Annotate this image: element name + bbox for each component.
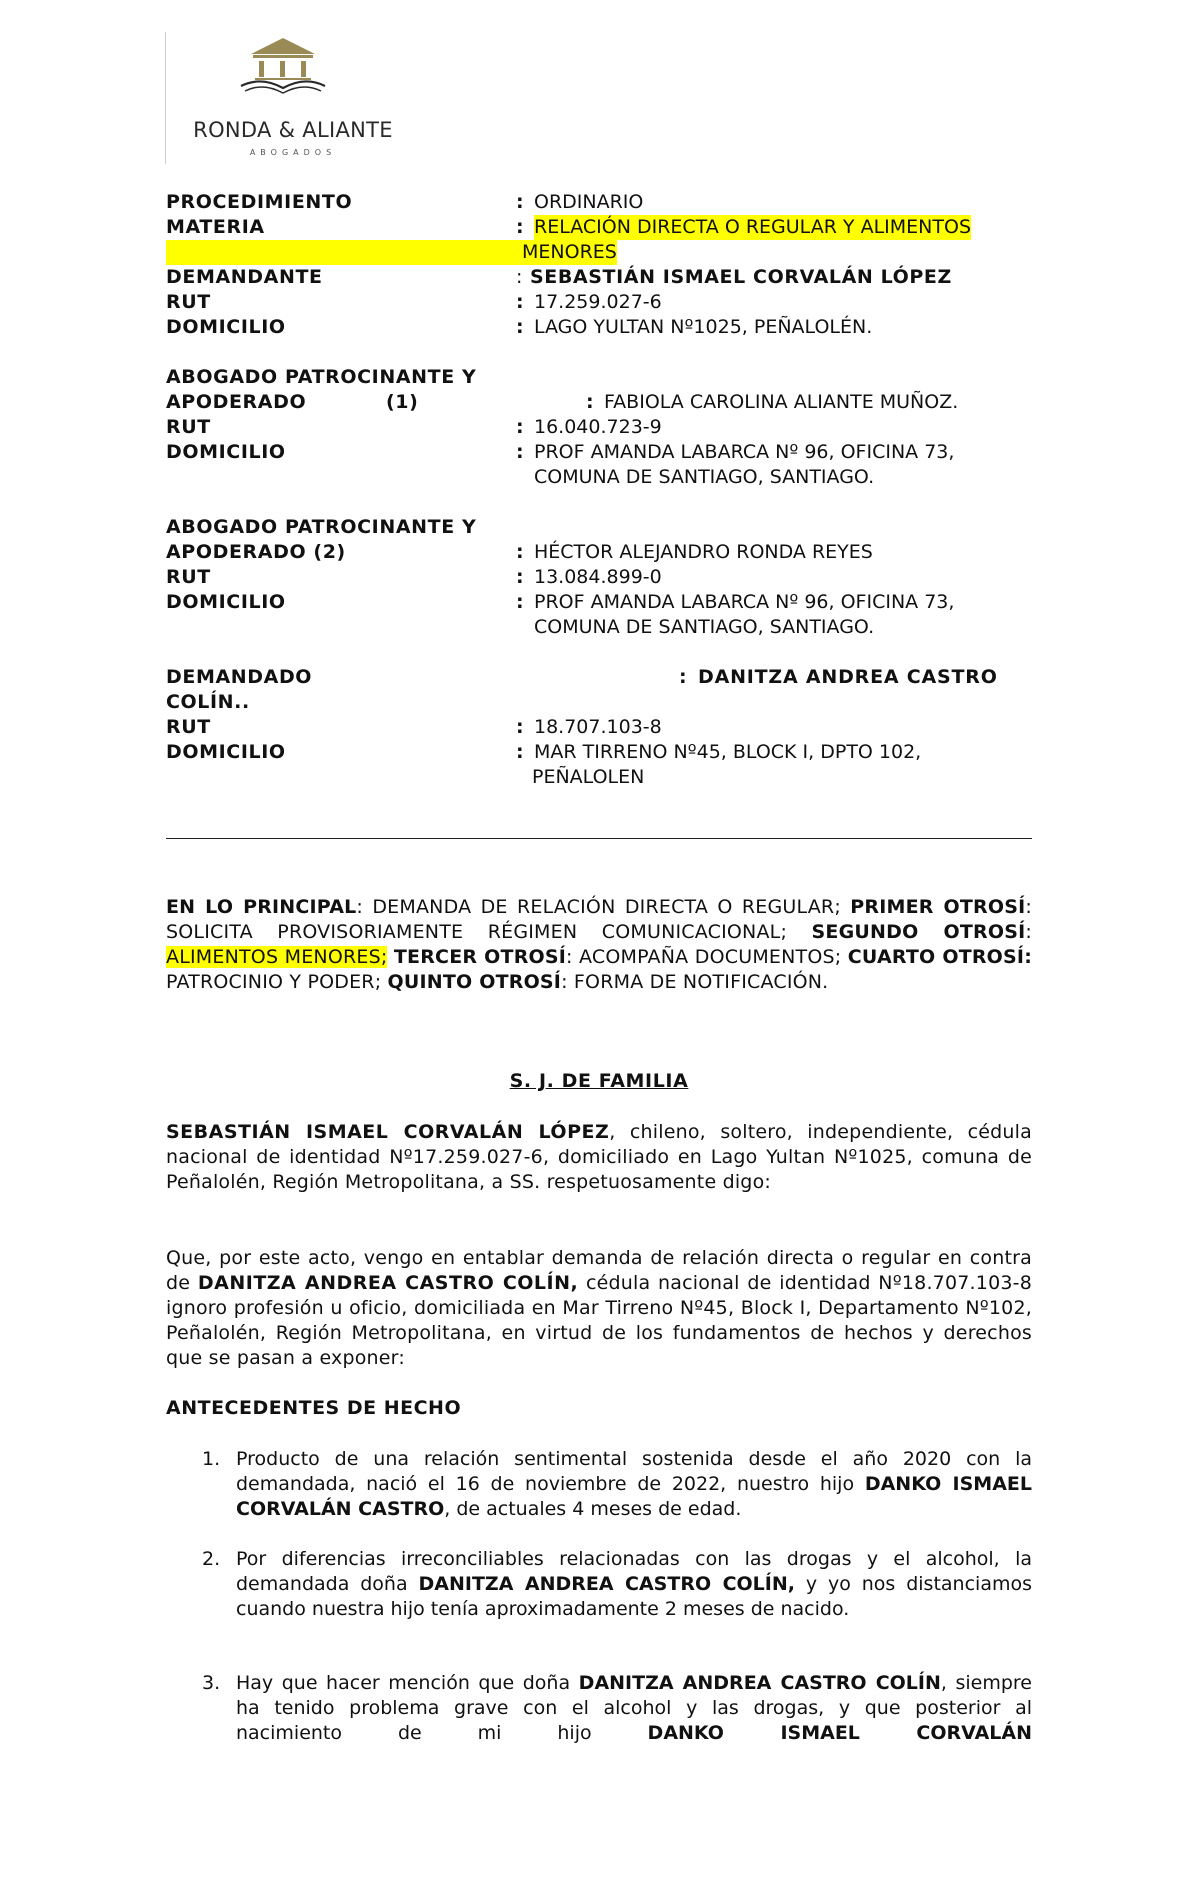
intro-paragraph xyxy=(166,1120,1032,1195)
row-demandante-domicilio xyxy=(166,315,1032,340)
summary-principal-text: : DEMANDA DE RELACIÓN DIRECTA O REGULAR; xyxy=(356,896,851,918)
separator: : xyxy=(516,566,524,588)
value-domicilio-line2: COMUNA DE SANTIAGO, SANTIAGO. xyxy=(534,616,875,638)
separator: : xyxy=(516,316,524,338)
section-title: ANTECEDENTES DE HECHO xyxy=(166,1397,462,1419)
value-procedimiento: ORDINARIO xyxy=(534,191,644,213)
demand-text1: Que, por este acto, vengo en entablar demanda de relación directa o regular en contra de xyxy=(166,1247,1032,1294)
separator: : xyxy=(516,291,524,313)
separator: : xyxy=(516,591,524,613)
value-domicilio-line1: PROF AMANDA LABARCA Nº 96, OFICINA 73, xyxy=(534,441,955,463)
separator: : xyxy=(679,666,687,688)
label-abogado2-line2: APODERADO (2) xyxy=(166,541,346,563)
separator: : xyxy=(516,416,524,438)
row-demandado-domicilio xyxy=(166,740,1032,765)
row-abogado1-domicilio xyxy=(166,440,1032,465)
summary-tercer-text: : ACOMPAÑA DOCUMENTOS; xyxy=(566,946,848,968)
row-demandado-rut xyxy=(166,715,1032,740)
label-domicilio: DOMICILIO xyxy=(166,316,286,338)
demand-paragraph xyxy=(166,1246,1032,1371)
label-rut: RUT xyxy=(166,416,211,438)
value-rut: 17.259.027-6 xyxy=(534,291,662,313)
value-materia-line2: MENORES xyxy=(522,241,617,263)
row-demandado-domicilio-cont xyxy=(166,765,1032,790)
label-abogado1-line2: APODERADO xyxy=(166,391,307,413)
row-abogado2-rut xyxy=(166,565,1032,590)
label-rut: RUT xyxy=(166,566,211,588)
summary-segundo-text: ALIMENTOS MENORES; xyxy=(166,946,388,968)
value-demandante: SEBASTIÁN ISMAEL CORVALÁN LÓPEZ xyxy=(530,266,952,288)
separator: : xyxy=(516,716,524,738)
separator: : xyxy=(516,216,524,238)
row-demandado xyxy=(166,665,1032,690)
summary-segundo-sep: : xyxy=(1025,921,1032,943)
intro-text: , chileno, soltero, independiente, cédula nacional de identidad Nº17.259.027-6, domiciliado en Lago Yultan Nº1025, comuna de Peñalolén, Región Metropolitana, a SS. respetuosamente digo: xyxy=(166,1121,1032,1193)
label-demandante: DEMANDANTE xyxy=(166,266,323,288)
summary-segundo-label: SEGUNDO OTROSÍ xyxy=(811,921,1026,943)
value-rut: 16.040.723-9 xyxy=(534,416,662,438)
label-domicilio: DOMICILIO xyxy=(166,741,286,763)
fact-text: , siempre ha tenido problema grave con el alcohol y las drogas, y que posterior al nacimiento de mi hijo xyxy=(236,1672,1032,1744)
fact-text: y yo nos distanciamos cuando nuestra hijo tenía aproximadamente 2 meses de nacido. xyxy=(236,1573,1032,1620)
fact-bold: DANKO ISMAEL CORVALÁN xyxy=(647,1722,1032,1744)
list-item-text xyxy=(236,1547,1032,1622)
fact-bold: DANITZA ANDREA CASTRO COLÍN xyxy=(578,1672,941,1694)
value-abogado2: HÉCTOR ALEJANDRO RONDA REYES xyxy=(534,541,873,563)
row-abogado1 xyxy=(166,390,1032,415)
row-abogado1-rut xyxy=(166,415,1032,440)
row-demandado-cont xyxy=(166,690,1032,715)
label-abogado1-line1: ABOGADO PATROCINANTE Y xyxy=(166,366,477,388)
label-domicilio: DOMICILIO xyxy=(166,591,286,613)
logo-divider xyxy=(165,32,166,164)
summary-cuarto-text: PATROCINIO Y PODER; xyxy=(166,971,388,993)
label-rut: RUT xyxy=(166,716,211,738)
value-demandado-line2: COLÍN.. xyxy=(166,691,250,713)
firm-logo xyxy=(165,32,405,164)
demand-text2: cédula nacional de identidad Nº18.707.103-8 ignoro profesión u oficio, domiciliada en Mar Tirreno Nº45, Block I, Departamento Nº102, Peñalolén, Región Metropolitana, en virtud de los fundamentos de hechos y derechos que se pasan a exponer: xyxy=(166,1272,1032,1369)
fact-text: Por diferencias irreconciliables relacionadas con las drogas y el alcohol, la demandada doña xyxy=(236,1548,1032,1595)
row-demandante-rut xyxy=(166,290,1032,315)
court-title: S. J. DE FAMILIA xyxy=(509,1070,689,1092)
summary-cuarto-label: CUARTO OTROSÍ: xyxy=(847,946,1032,968)
separator: : xyxy=(516,541,524,563)
row-abogado2-label xyxy=(166,515,1032,540)
row-abogado1-label xyxy=(166,365,1032,390)
row-demandante xyxy=(166,265,1032,290)
summary-primer-label: PRIMER OTROSÍ xyxy=(850,896,1026,918)
intro-plaintiff-name: SEBASTIÁN ISMAEL CORVALÁN LÓPEZ xyxy=(166,1121,610,1143)
list-number: 1. xyxy=(202,1448,221,1470)
courthouse-book-icon xyxy=(237,36,329,98)
summary-primer-text: : SOLICITA PROVISORIAMENTE RÉGIMEN COMUNICACIONAL; xyxy=(166,896,1032,943)
summary-principal-label: EN LO PRINCIPAL xyxy=(166,896,357,918)
value-domicilio-line2: COMUNA DE SANTIAGO, SANTIAGO. xyxy=(534,466,875,488)
separator: : xyxy=(516,191,524,213)
value-domicilio-line2: PEÑALOLEN xyxy=(532,766,645,788)
value-domicilio-line1: PROF AMANDA LABARCA Nº 96, OFICINA 73, xyxy=(534,591,955,613)
horizontal-divider xyxy=(166,838,1032,839)
label-abogado1-num: (1) xyxy=(386,391,419,413)
list-item-text xyxy=(236,1447,1032,1522)
separator: : xyxy=(586,391,594,413)
separator: : xyxy=(516,441,524,463)
list-number: 2. xyxy=(202,1548,221,1570)
logo-firm-name: RONDA & ALIANTE xyxy=(193,118,393,142)
label-procedimiento: PROCEDIMIENTO xyxy=(166,191,353,213)
logo-subtitle: ABOGADOS xyxy=(249,148,337,157)
value-rut: 13.084.899-0 xyxy=(534,566,662,588)
value-domicilio: LAGO YULTAN Nº1025, PEÑALOLÉN. xyxy=(534,316,873,338)
value-abogado1: FABIOLA CAROLINA ALIANTE MUÑOZ. xyxy=(604,391,959,413)
row-materia xyxy=(166,215,1032,240)
value-demandado-line1: DANITZA ANDREA CASTRO xyxy=(698,666,998,688)
separator: : xyxy=(516,741,524,763)
row-abogado1-domicilio-cont xyxy=(166,465,1032,490)
row-abogado2-domicilio-cont xyxy=(166,615,1032,640)
row-abogado2-domicilio xyxy=(166,590,1032,615)
value-materia-line1: RELACIÓN DIRECTA O REGULAR Y ALIMENTOS xyxy=(534,216,971,238)
value-rut: 18.707.103-8 xyxy=(534,716,662,738)
summary-quinto-label: QUINTO OTROSÍ xyxy=(387,971,562,993)
list-item-text xyxy=(236,1671,1032,1746)
label-materia: MATERIA xyxy=(166,216,265,238)
highlight-fill xyxy=(166,240,522,265)
row-materia-cont xyxy=(166,240,1032,265)
fact-text: Producto de una relación sentimental sostenida desde el año 2020 con la demandada, nació el 16 de noviembre de 2022, nuestro hijo xyxy=(236,1448,1032,1495)
label-domicilio: DOMICILIO xyxy=(166,441,286,463)
separator: : xyxy=(516,266,523,288)
label-abogado2-line1: ABOGADO PATROCINANTE Y xyxy=(166,516,477,538)
row-procedimiento xyxy=(166,190,1032,215)
summary-quinto-text: : FORMA DE NOTIFICACIÓN. xyxy=(561,971,829,993)
fact-text: , de actuales 4 meses de edad. xyxy=(444,1498,742,1520)
demand-defendant-name: DANITZA ANDREA CASTRO COLÍN, xyxy=(197,1272,579,1294)
label-rut: RUT xyxy=(166,291,211,313)
fact-text: Hay que hacer mención que doña xyxy=(236,1672,579,1694)
row-abogado2 xyxy=(166,540,1032,565)
summary-paragraph xyxy=(166,895,1032,995)
fact-bold: DANKO ISMAEL CORVALÁN CASTRO xyxy=(236,1473,1032,1520)
value-domicilio-line1: MAR TIRRENO Nº45, BLOCK I, DPTO 102, xyxy=(534,741,922,763)
label-demandado: DEMANDADO xyxy=(166,666,313,688)
list-number: 3. xyxy=(202,1672,221,1694)
fact-bold: DANITZA ANDREA CASTRO COLÍN, xyxy=(418,1573,795,1595)
summary-tercer-label: TERCER OTROSÍ xyxy=(393,946,567,968)
